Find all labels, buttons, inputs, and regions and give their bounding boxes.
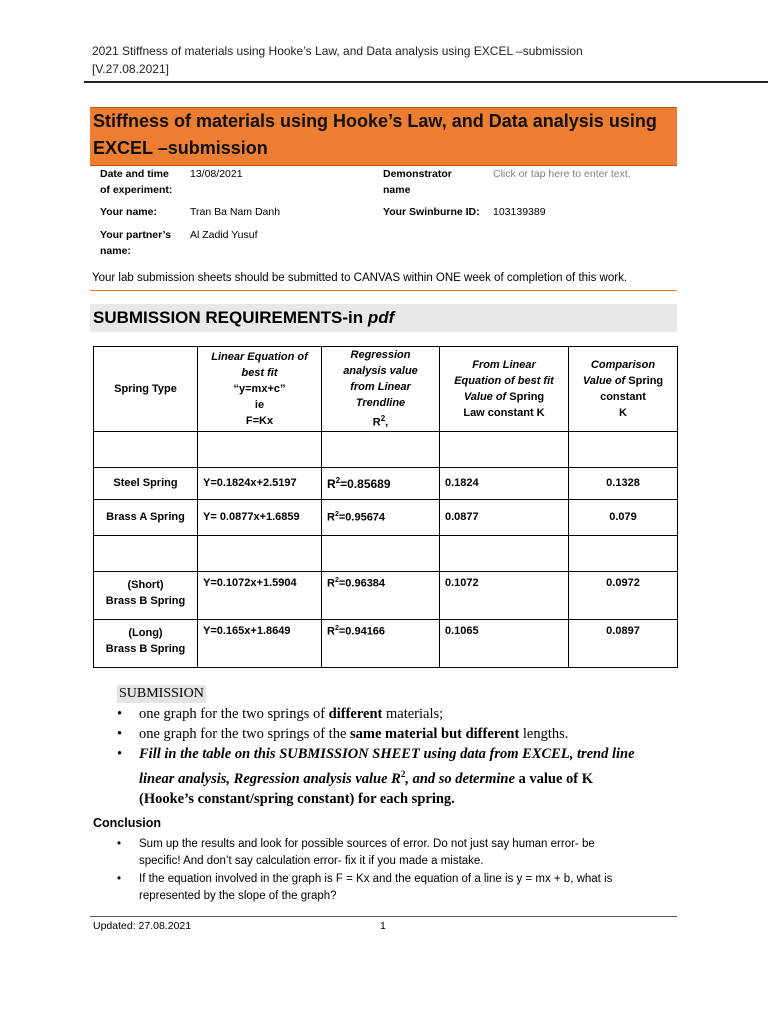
date-value: 13/08/2021 xyxy=(190,168,243,180)
header-version: [V.27.08.2021] xyxy=(92,62,169,76)
running-header xyxy=(92,42,583,78)
header-comparison: Comparison Value of Spring constant K xyxy=(569,347,678,432)
row-k-compare: 0.0972 xyxy=(569,571,678,619)
row-r2: $R^2=0.85689$ xyxy=(322,467,440,499)
row-equation: Y= 0.0877x+1.6859 xyxy=(198,499,322,535)
row-k-compare: 0.0897 xyxy=(569,619,678,667)
table-row xyxy=(94,535,678,571)
row-k-compare: 0.079 xyxy=(569,499,678,535)
id-label: Your Swinburne ID: xyxy=(383,206,480,218)
header-regression: Regression analysis value from Linear Trendline $R^2$, xyxy=(322,347,440,432)
page-number: 1 xyxy=(380,920,386,932)
results-table xyxy=(93,346,678,668)
conclusion-heading: Conclusion xyxy=(93,816,162,830)
bullet-icon: • xyxy=(117,706,123,722)
partner-value: Al Zadid Yusuf xyxy=(190,229,258,241)
conclusion-item-1: • Sum up the results and look for possible sources of error. Do not just say human error- be specific! And don’t say calculation error- fix it if you made a mistake. xyxy=(117,838,595,867)
name-value: Tran Ba Nam Danh xyxy=(190,206,281,218)
bullet-icon: • xyxy=(117,726,123,742)
row-equation: Y=0.165x+1.8649 xyxy=(198,619,322,667)
row-r2: $R^2=0.95674$ xyxy=(322,499,440,535)
row-equation: Y=0.1824x+2.5197 xyxy=(198,467,322,499)
demonstrator-label: Demonstrator name xyxy=(383,168,452,196)
row-equation: Y=0.1072x+1.5904 xyxy=(198,571,322,619)
submission-bullet-1: • one graph for the two springs of different materials; xyxy=(117,706,444,722)
row-r2: $R^2=0.94166$ xyxy=(322,619,440,667)
document-title: Stiffness of materials using Hooke’s Law, and Data analysis using EXCEL –submission xyxy=(93,111,657,158)
footer-updated: Updated: 27.08.2021 xyxy=(93,920,192,932)
bullet-icon: • xyxy=(117,873,122,885)
row-k-fit: 0.0877 xyxy=(440,499,569,535)
row-spring-type: Steel Spring xyxy=(94,467,198,499)
demonstrator-input[interactable]: Click or tap here to enter text. xyxy=(493,168,631,180)
submission-notice: Your lab submission sheets should be submitted to CANVAS within ONE week of completion of this work. xyxy=(92,272,628,284)
row-k-fit: 0.1065 xyxy=(440,619,569,667)
notice-divider xyxy=(90,290,677,291)
row-spring-type: Brass A Spring xyxy=(94,499,198,535)
table-row xyxy=(94,619,678,667)
bullet-icon: • xyxy=(117,838,122,850)
row-spring-type: (Short) Brass B Spring xyxy=(94,571,198,619)
table-row xyxy=(94,431,678,467)
submission-heading: SUBMISSION xyxy=(119,686,204,701)
row-k-compare: 0.1328 xyxy=(569,467,678,499)
header-linear-equation: Linear Equation of best fit “y=mx+c” ie F=Kx xyxy=(198,347,322,432)
footer-divider xyxy=(90,916,677,917)
header-divider xyxy=(84,81,768,83)
conclusion-item-2: • If the equation involved in the graph is F = Kx and the equation of a line is y = mx + b, what is represented by the slope of the graph? xyxy=(117,873,613,902)
bullet-icon: • xyxy=(117,746,123,762)
id-value: 103139389 xyxy=(493,206,546,218)
requirements-heading: SUBMISSION REQUIREMENTS-in pdf xyxy=(93,308,395,327)
row-k-fit: 0.1072 xyxy=(440,571,569,619)
row-k-fit: 0.1824 xyxy=(440,467,569,499)
submission-bullet-3: • Fill in the table on this SUBMISSION SHEET using data from EXCEL, trend line linear analysis, Regression analysis value $R^2$, and so determine a value of K (Hooke’s constant/spring constant) for each spring. xyxy=(117,746,635,807)
submission-bullet-2: • one graph for the two springs of the same material but different lengths. xyxy=(117,726,569,742)
table-row xyxy=(94,499,678,535)
table-row xyxy=(94,467,678,499)
name-label: Your name: xyxy=(100,206,157,218)
table-row xyxy=(94,571,678,619)
header-title: 2021 Stiffness of materials using Hooke’s Law, and Data analysis using EXCEL –submission xyxy=(92,44,583,58)
row-spring-type: (Long) Brass B Spring xyxy=(94,619,198,667)
table-header-row xyxy=(94,347,678,432)
partner-label: Your partner’s name: xyxy=(100,229,171,257)
row-r2: $R^2=0.96384$ xyxy=(322,571,440,619)
header-spring-type: Spring Type xyxy=(94,347,198,432)
date-label: Date and time of experiment: xyxy=(100,168,173,196)
header-from-linear: From Linear Equation of best fit Value of Spring Law constant K xyxy=(440,347,569,432)
